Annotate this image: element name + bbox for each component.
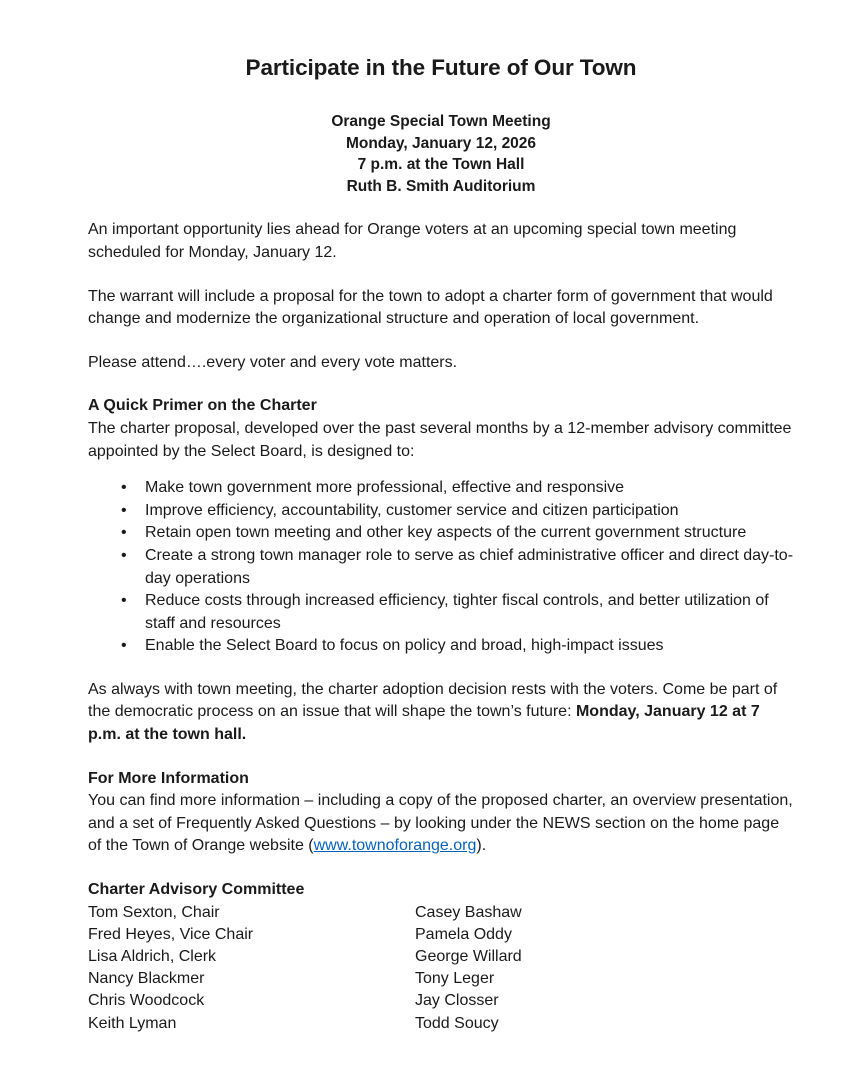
- more-info-paragraph: [88, 790, 794, 858]
- more-info-text: You can find more information – including a copy of the proposed charter, an overview presentation, and a set of Frequently Asked Questions – by looking under the NEWS section on the home page of the Town of Orange website (: [88, 792, 793, 855]
- committee-member: Fred Heyes, Vice Chair: [88, 925, 254, 943]
- list-item-label: Retain open town meeting and other key aspects of the current government structure: [145, 524, 747, 542]
- intro-paragraph-2: The warrant will include a proposal for the town to adopt a charter form of government that would change and modernize the organizational structure and operation of local government.: [88, 287, 773, 328]
- meeting-time-place: 7 p.m. at the Town Hall: [357, 156, 525, 174]
- committee-member: Todd Soucy: [415, 1014, 499, 1032]
- meeting-name: Orange Special Town Meeting: [331, 113, 551, 130]
- committee-heading: Charter Advisory Committee: [88, 881, 305, 899]
- committee-member: George Willard: [415, 948, 522, 966]
- committee-column-left: [88, 902, 415, 1035]
- spacer: [88, 197, 794, 219]
- closing-paragraph: [88, 679, 794, 747]
- bullet-icon: •: [121, 524, 127, 542]
- spacer: [88, 265, 794, 286]
- list-item-label: Create a strong town manager role to serve as chief administrative officer and direct day-to-day operations: [145, 546, 794, 587]
- committee-column-right: [415, 902, 522, 1035]
- committee-member: Tony Leger: [415, 970, 495, 988]
- list-item-label: Make town government more professional, effective and responsive: [145, 479, 625, 497]
- meeting-details-block: [88, 111, 794, 197]
- more-info-text-tail: ).: [476, 837, 487, 855]
- list-item: [88, 635, 794, 658]
- charter-goals-list: [88, 477, 794, 658]
- spacer: [88, 858, 794, 879]
- list-item: [88, 522, 794, 545]
- committee-member: Lisa Aldrich, Clerk: [88, 948, 217, 966]
- committee-member: Keith Lyman: [88, 1014, 177, 1032]
- meeting-date: Monday, January 12, 2026: [345, 134, 537, 152]
- bullet-icon: •: [121, 592, 127, 610]
- committee-member: Jay Closser: [415, 992, 499, 1010]
- committee-member: Pamela Oddy: [415, 925, 512, 943]
- spacer: [88, 331, 794, 352]
- spacer: [88, 374, 794, 395]
- closing-text: As always with town meeting, the charter adoption decision rests with the voters. Come be part of the democratic process on an issue that will shape the town’s future:: [88, 680, 778, 721]
- spacer: [88, 463, 794, 477]
- list-item: [88, 545, 794, 590]
- primer-lead: The charter proposal, developed over the past several months by a 12-member advisory committee appointed by the Select Board, is designed to:: [88, 419, 792, 460]
- meeting-venue: Ruth B. Smith Auditorium: [346, 177, 536, 195]
- committee-roster: [88, 902, 794, 1035]
- town-website-link[interactable]: www.townoforange.org: [313, 837, 477, 855]
- closing-bold-details: Monday, January 12 at 7 p.m. at the town hall.: [88, 703, 760, 744]
- intro-paragraph-1: An important opportunity lies ahead for Orange voters at an upcoming special town meeting scheduled for Monday, January 12.: [88, 221, 737, 261]
- bullet-icon: •: [121, 637, 127, 655]
- committee-member: Casey Bashaw: [415, 903, 522, 921]
- committee-member: Nancy Blackmer: [88, 970, 205, 988]
- committee-member: Chris Woodcock: [88, 992, 205, 1010]
- list-item: [88, 590, 794, 635]
- list-item-label: Reduce costs through increased efficiency, tighter fiscal controls, and better utilization of staff and resources: [145, 592, 769, 632]
- primer-heading: A Quick Primer on the Charter: [88, 397, 317, 415]
- more-info-heading: For More Information: [88, 769, 249, 787]
- list-item-label: Enable the Select Board to focus on policy and broad, high-impact issues: [145, 637, 664, 655]
- list-item: [88, 500, 794, 523]
- committee-member: Tom Sexton, Chair: [88, 903, 220, 921]
- list-item: [88, 477, 794, 500]
- bullet-icon: •: [121, 546, 127, 564]
- spacer: [88, 658, 794, 679]
- bullet-icon: •: [121, 501, 127, 519]
- list-item-label: Improve efficiency, accountability, customer service and citizen participation: [145, 501, 679, 519]
- document-content: [88, 0, 794, 1035]
- page-title: Participate in the Future of Our Town: [245, 55, 637, 80]
- bullet-icon: •: [121, 479, 127, 497]
- intro-paragraph-3: Please attend….every voter and every vote matters.: [88, 353, 458, 371]
- spacer: [88, 747, 794, 768]
